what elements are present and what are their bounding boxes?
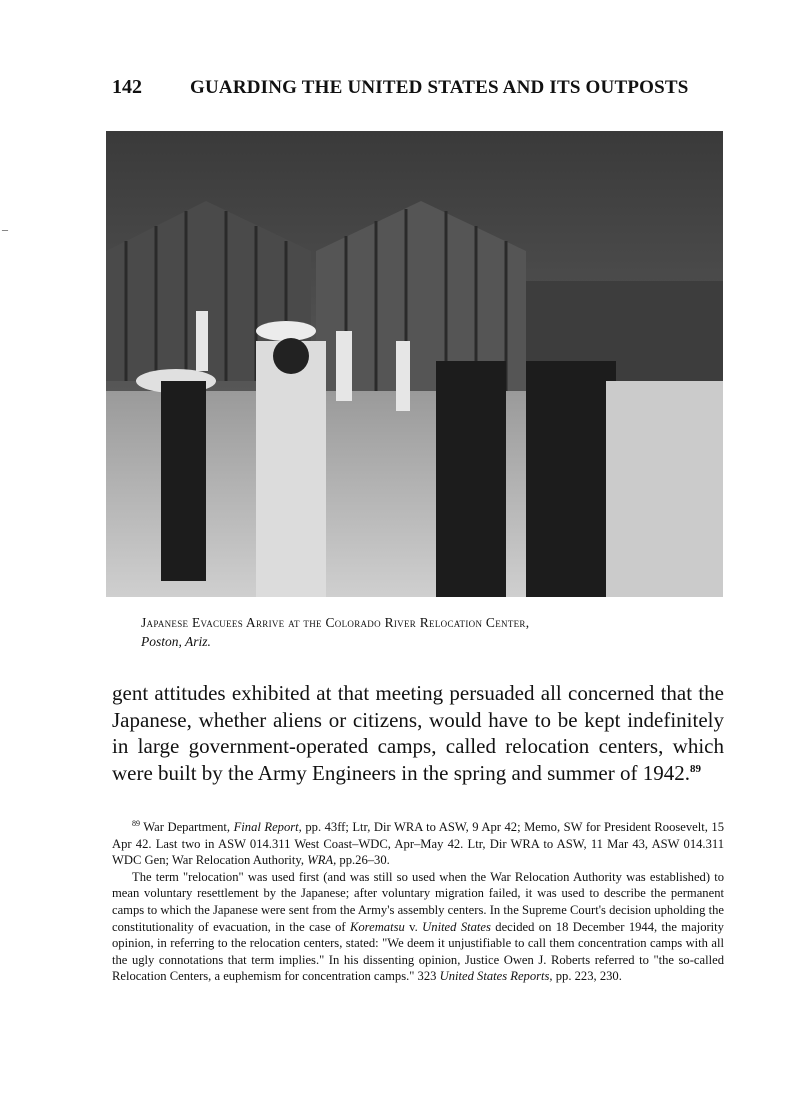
- case-name: Korematsu: [349, 919, 405, 934]
- evacuees-photo-illustration: [106, 131, 723, 597]
- margin-mark-icon: –: [2, 222, 8, 236]
- footnotes: [112, 819, 724, 985]
- reports-title: United States Reports,: [439, 969, 553, 984]
- running-head: GUARDING THE UNITED STATES AND ITS OUTPOSTS: [190, 77, 689, 98]
- caption-title: Japanese Evacuees Arrive at the Colorado River Relocation Center,: [141, 615, 530, 630]
- footnote-text: v.: [409, 919, 418, 934]
- footnote-text: pp. 223, 230.: [555, 969, 622, 984]
- footnote-number: 89: [132, 818, 140, 828]
- caption-place: Poston, Ariz.: [141, 634, 211, 649]
- footnote-text: War Department,: [143, 820, 231, 834]
- footnote-text: pp.26–30.: [339, 853, 390, 868]
- footnote-paragraph-2: [112, 869, 724, 985]
- footnote-text: The term "relocation" was used first (and was still so used when the War Relocation Authority was established) to mean voluntary resettlement by the Japanese; after voluntary migration failed, it was used to describe the permanent camps to which the Japanese were sent from the Army's assembly centers. In the Supreme Court's decision upholding the constitutionality of evacuation, in the case of: [112, 869, 724, 934]
- paragraph-text: gent attitudes exhibited at that meeting persuaded all concerned that the Japanese, whether aliens or citizens, would have to be kept indefinitely in large government-operated camps, called relocation centers, which were built by the Army Engineers in the spring and summer of 1942.: [112, 681, 724, 785]
- photograph: [106, 131, 723, 597]
- footnote-reference: 89: [689, 762, 701, 775]
- footnote-text: decided on 18 December 1944, the majority opinion, in referring to the relocation centers, stated: "We deem it unjustifiable to call them concentration camps with all the ugly connotations that term implies." In his dissenting opinion, Justice Owen J. Roberts referred to "the so-called Relocation Centers, a euphemism for concentration camps." 323: [112, 919, 724, 984]
- footnote-title: Final Report,: [233, 820, 302, 834]
- page-number: 142: [112, 76, 142, 98]
- footnote-title: WRA,: [307, 853, 337, 868]
- page-header: [112, 76, 724, 106]
- footnote-89: [112, 819, 724, 869]
- footnote-text: pp. 43ff; Ltr, Dir WRA to ASW, 9 Apr 42; Memo, SW for President Roosevelt, 15 Apr 42. Last two in ASW 014.311 West Coast–WDC, Apr–May 42. Ltr, Dir WRA to ASW, 11 Mar 43, ASW 014.311 WDC Gen; War Relocation Authority,: [112, 820, 725, 868]
- figure-caption: [141, 613, 721, 651]
- case-name: United States: [422, 919, 491, 934]
- body-paragraph: [112, 680, 724, 786]
